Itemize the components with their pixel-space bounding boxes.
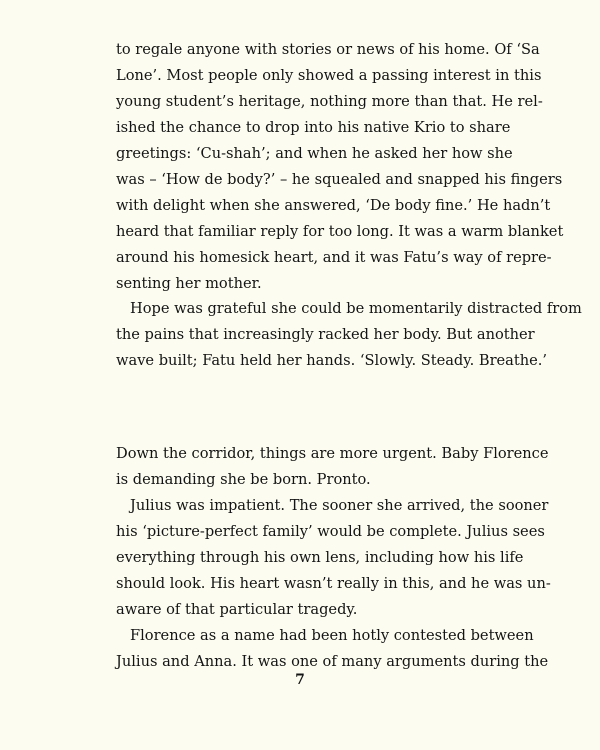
- text-line: the pains that increasingly racked her body. But another: [116, 326, 535, 343]
- text-line: aware of that particular tragedy.: [116, 601, 358, 618]
- text-line: should look. His heart wasn’t really in this, and he was un-: [116, 575, 551, 592]
- text-line: greetings: ‘Cu-shah’; and when he asked her how she: [116, 145, 513, 162]
- text-line: around his homesick heart, and it was Fatu’s way of repre-: [116, 249, 552, 266]
- section-first-line: Down the corridor, things are more urgent. Baby Florence: [116, 445, 549, 462]
- text-line: wave built; Fatu held her hands. ‘Slowly. Steady. Breathe.’: [116, 352, 548, 369]
- paragraph-first-line: Julius was impatient. The sooner she arrived, the sooner: [130, 497, 549, 514]
- paragraph-first-line: Hope was grateful she could be momentarily distracted from: [130, 300, 582, 317]
- text-line: was – ‘How de body?’ – he squealed and snapped his fingers: [116, 171, 563, 188]
- text-line: is demanding she be born. Pronto.: [116, 471, 371, 488]
- text-line: Lone’. Most people only showed a passing interest in this: [116, 67, 542, 84]
- text-line: everything through his own lens, including how his life: [116, 549, 524, 566]
- page-number: 7: [295, 672, 305, 688]
- text-line: with delight when she answered, ‘De body fine.’ He hadn’t: [116, 197, 551, 214]
- text-line: Julius and Anna. It was one of many arguments during the: [116, 653, 549, 670]
- paragraph-first-line: Florence as a name had been hotly contested between: [130, 627, 534, 644]
- text-line: ished the chance to drop into his native Krio to share: [116, 119, 511, 136]
- text-line: his ‘picture-perfect family’ would be complete. Julius sees: [116, 523, 545, 540]
- text-line: senting her mother.: [116, 275, 262, 292]
- text-line: young student’s heritage, nothing more than that. He rel-: [116, 93, 543, 110]
- text-line: to regale anyone with stories or news of his home. Of ‘Sa: [116, 41, 540, 58]
- text-line: heard that familiar reply for too long. It was a warm blanket: [116, 223, 564, 240]
